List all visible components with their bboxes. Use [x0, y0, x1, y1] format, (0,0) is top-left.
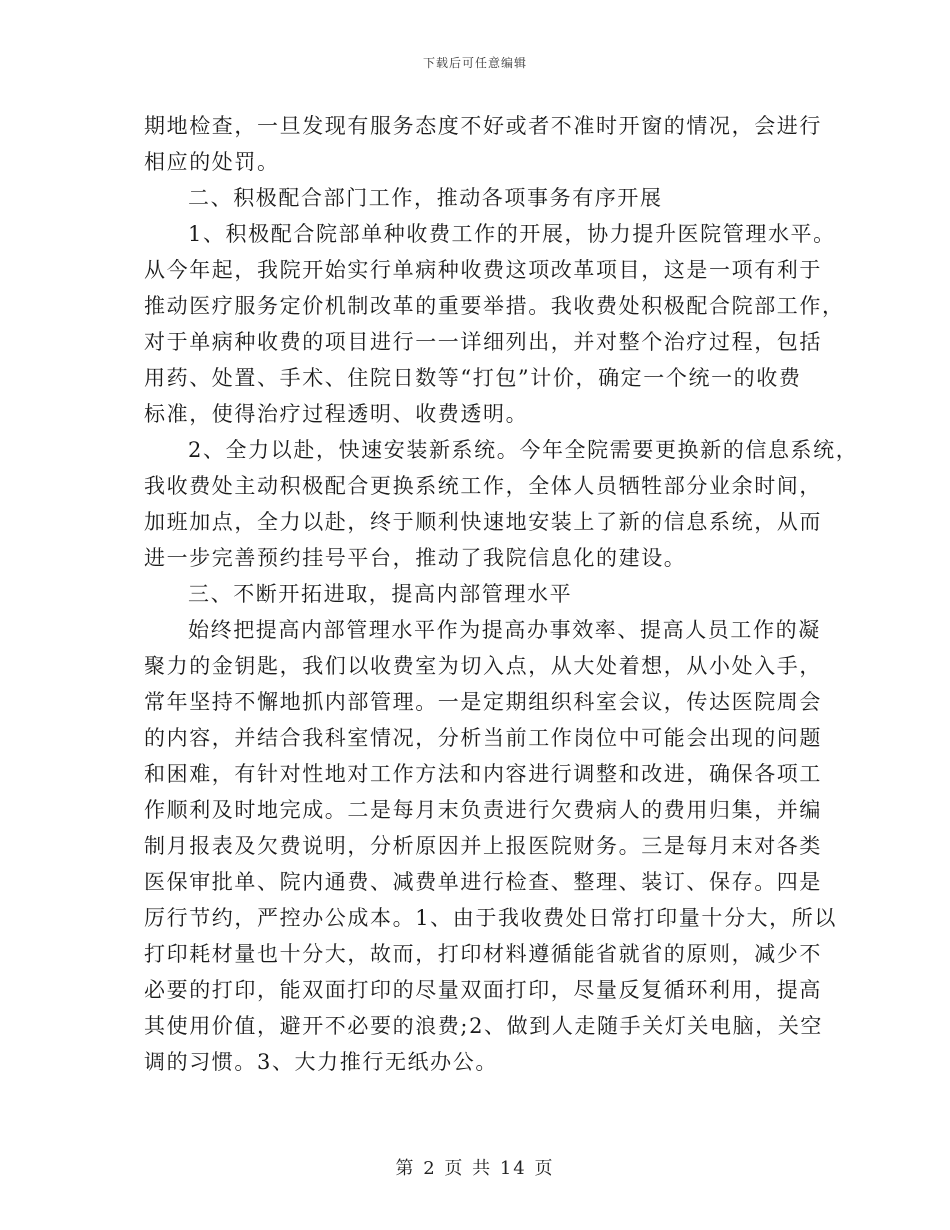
text-line: 用药、处置、手术、住院日数等“打包”计价，确定一个统一的收费	[144, 366, 802, 390]
document-body	[144, 108, 859, 1080]
text-line: 标准，使得治疗过程透明、收费透明。	[144, 402, 529, 426]
text-line: 进一步完善预约挂号平台，推动了我院信息化的建设。	[144, 546, 687, 570]
text-line: 必要的打印，能双面打印的尽量双面打印，尽量反复循环利用，提高	[144, 978, 822, 1002]
text-line: 医保审批单、院内通费、减费单进行检查、整理、装订、保存。四是	[144, 870, 822, 894]
text-line: 打印耗材量也十分大，故而，打印材料遵循能省就省的原则，减少不	[144, 942, 822, 966]
text-line: 和困难，有针对性地对工作方法和内容进行调整和改进，确保各项工	[144, 762, 822, 786]
text-line: 的内容，并结合我科室情况，分析当前工作岗位中可能会出现的问题	[144, 726, 822, 750]
section-heading: 二、积极配合部门工作，推动各项事务有序开展	[188, 186, 663, 210]
section-heading: 三、不断开拓进取，提高内部管理水平	[188, 582, 573, 606]
text-line: 厉行节约，严控办公成本。1、由于我收费处日常打印量十分大，所以	[144, 906, 837, 930]
text-line: 相应的处罚。	[144, 150, 280, 174]
paragraph-start: 1、积极配合院部单种收费工作的开展，协力提升医院管理水平。	[188, 222, 836, 246]
paragraph-start: 始终把提高内部管理水平作为提高办事效率、提高人员工作的凝	[188, 618, 821, 642]
text-line: 聚力的金钥匙，我们以收费室为切入点，从大处着想，从小处入手，	[144, 654, 822, 678]
text-line: 我收费处主动积极配合更换系统工作，全体人员牺牲部分业余时间，	[144, 474, 822, 498]
text-line: 加班加点，全力以赴，终于顺利快速地安装上了新的信息系统，从而	[144, 510, 822, 534]
text-line: 从今年起，我院开始实行单病种收费这项改革项目，这是一项有利于	[144, 258, 822, 282]
text-line: 推动医疗服务定价机制改革的重要举措。我收费处积极配合院部工作，	[144, 294, 845, 318]
text-line: 期地检查，一旦发现有服务态度不好或者不准时开窗的情况，会进行	[144, 114, 822, 138]
text-line: 调的习惯。3、大力推行无纸办公。	[144, 1050, 498, 1074]
text-line: 制月报表及欠费说明，分析原因并上报医院财务。三是每月末对各类	[144, 834, 822, 858]
page-header: 下载后可任意编辑	[422, 56, 527, 70]
text-line: 对于单病种收费的项目进行一一详细列出，并对整个治疗过程，包括	[144, 330, 822, 354]
paragraph-start: 2、全力以赴，快速安装新系统。今年全院需要更换新的信息系统，	[188, 438, 859, 462]
text-line: 常年坚持不懈地抓内部管理。一是定期组织科室会议，传达医院周会	[144, 690, 822, 714]
page-number-footer: 第 2 页 共 14 页	[395, 1158, 555, 1179]
text-line: 作顺利及时地完成。二是每月末负责进行欠费病人的费用归集，并编	[144, 798, 822, 822]
text-line: 其使用价值，避开不必要的浪费;2、做到人走随手关灯关电脑，关空	[144, 1014, 824, 1038]
